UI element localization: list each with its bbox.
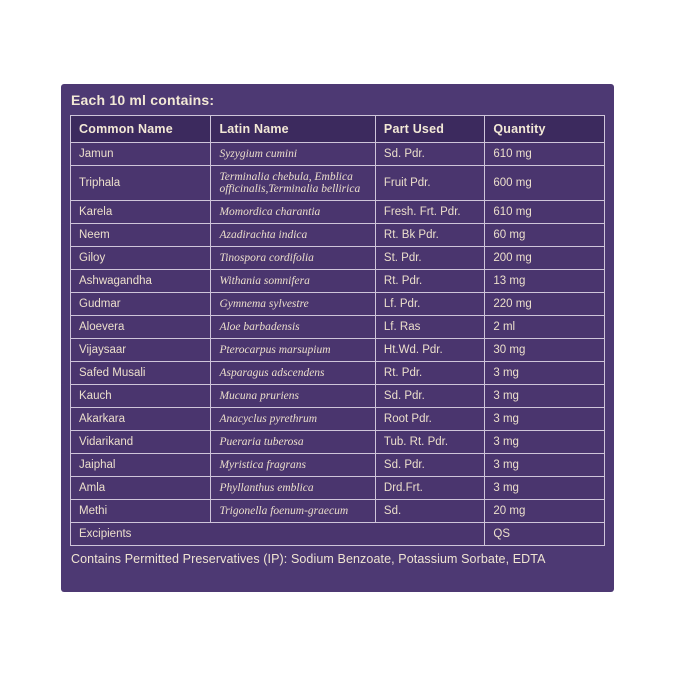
table-row [71, 270, 605, 293]
common-name-cell: Amla [71, 477, 211, 500]
excipients-row [71, 523, 605, 546]
table-row [71, 293, 605, 316]
table-row [71, 166, 605, 201]
table-row [71, 247, 605, 270]
column-header-quantity: Quantity [485, 116, 605, 143]
quantity-cell: 3 mg [485, 362, 605, 385]
part-used-cell: Sd. Pdr. [375, 143, 484, 166]
latin-name-cell: Withania somnifera [211, 270, 375, 293]
latin-name-cell: Syzygium cumini [211, 143, 375, 166]
part-used-cell: Root Pdr. [375, 408, 484, 431]
table-row [71, 316, 605, 339]
common-name-cell: Jaiphal [71, 454, 211, 477]
ingredients-table [70, 115, 605, 546]
table-row [71, 385, 605, 408]
latin-name-cell: Gymnema sylvestre [211, 293, 375, 316]
common-name-cell: Neem [71, 224, 211, 247]
column-header-part-used: Part Used [375, 116, 484, 143]
common-name-cell: Vijaysaar [71, 339, 211, 362]
part-used-cell: Sd. Pdr. [375, 385, 484, 408]
part-used-cell: Rt. Pdr. [375, 362, 484, 385]
common-name-cell: Safed Musali [71, 362, 211, 385]
table-row [71, 362, 605, 385]
part-used-cell: Fresh. Frt. Pdr. [375, 201, 484, 224]
latin-name-cell: Phyllanthus emblica [211, 477, 375, 500]
common-name-cell: Triphala [71, 166, 211, 201]
latin-name-cell: Myristica fragrans [211, 454, 375, 477]
common-name-cell: Jamun [71, 143, 211, 166]
part-used-cell: Lf. Pdr. [375, 293, 484, 316]
common-name-cell: Karela [71, 201, 211, 224]
latin-name-cell: Tinospora cordifolia [211, 247, 375, 270]
latin-name-cell: Trigonella foenum-graecum [211, 500, 375, 523]
part-used-cell: Sd. Pdr. [375, 454, 484, 477]
common-name-cell: Gudmar [71, 293, 211, 316]
latin-name-cell: Asparagus adscendens [211, 362, 375, 385]
part-used-cell: Rt. Pdr. [375, 270, 484, 293]
quantity-cell: 30 mg [485, 339, 605, 362]
quantity-cell: 3 mg [485, 431, 605, 454]
latin-name-cell: Mucuna pruriens [211, 385, 375, 408]
table-row [71, 339, 605, 362]
preservatives-note: Contains Permitted Preservatives (IP): Sodium Benzoate, Potassium Sorbate, EDTA [71, 552, 546, 566]
quantity-cell: 20 mg [485, 500, 605, 523]
latin-name-cell: Anacyclus pyrethrum [211, 408, 375, 431]
latin-name-cell: Azadirachta indica [211, 224, 375, 247]
ingredients-panel [61, 84, 614, 592]
common-name-cell: Giloy [71, 247, 211, 270]
part-used-cell: Sd. [375, 500, 484, 523]
quantity-cell: 13 mg [485, 270, 605, 293]
common-name-cell: Methi [71, 500, 211, 523]
panel-title: Each 10 ml contains: [71, 92, 215, 108]
quantity-cell: 610 mg [485, 201, 605, 224]
excipients-quantity: QS [485, 523, 605, 546]
table-row [71, 408, 605, 431]
table-row [71, 500, 605, 523]
latin-name-cell: Pueraria tuberosa [211, 431, 375, 454]
latin-name-cell: Momordica charantia [211, 201, 375, 224]
quantity-cell: 60 mg [485, 224, 605, 247]
common-name-cell: Ashwagandha [71, 270, 211, 293]
quantity-cell: 200 mg [485, 247, 605, 270]
part-used-cell: Fruit Pdr. [375, 166, 484, 201]
part-used-cell: Rt. Bk Pdr. [375, 224, 484, 247]
table-row [71, 477, 605, 500]
latin-name-cell: Terminalia chebula, Emblica officinalis,Terminalia bellirica [211, 166, 375, 201]
excipients-label: Excipients [71, 523, 485, 546]
quantity-cell: 600 mg [485, 166, 605, 201]
column-header-common-name: Common Name [71, 116, 211, 143]
table-row [71, 431, 605, 454]
part-used-cell: St. Pdr. [375, 247, 484, 270]
quantity-cell: 2 ml [485, 316, 605, 339]
table-row [71, 224, 605, 247]
part-used-cell: Ht.Wd. Pdr. [375, 339, 484, 362]
part-used-cell: Lf. Ras [375, 316, 484, 339]
latin-name-cell: Pterocarpus marsupium [211, 339, 375, 362]
latin-name-cell: Aloe barbadensis [211, 316, 375, 339]
common-name-cell: Kauch [71, 385, 211, 408]
quantity-cell: 3 mg [485, 454, 605, 477]
quantity-cell: 3 mg [485, 408, 605, 431]
quantity-cell: 220 mg [485, 293, 605, 316]
quantity-cell: 610 mg [485, 143, 605, 166]
quantity-cell: 3 mg [485, 477, 605, 500]
column-header-latin-name: Latin Name [211, 116, 375, 143]
part-used-cell: Tub. Rt. Pdr. [375, 431, 484, 454]
part-used-cell: Drd.Frt. [375, 477, 484, 500]
common-name-cell: Aloevera [71, 316, 211, 339]
table-row [71, 143, 605, 166]
quantity-cell: 3 mg [485, 385, 605, 408]
common-name-cell: Akarkara [71, 408, 211, 431]
table-row [71, 454, 605, 477]
common-name-cell: Vidarikand [71, 431, 211, 454]
table-row [71, 201, 605, 224]
table-header-row [71, 116, 605, 143]
